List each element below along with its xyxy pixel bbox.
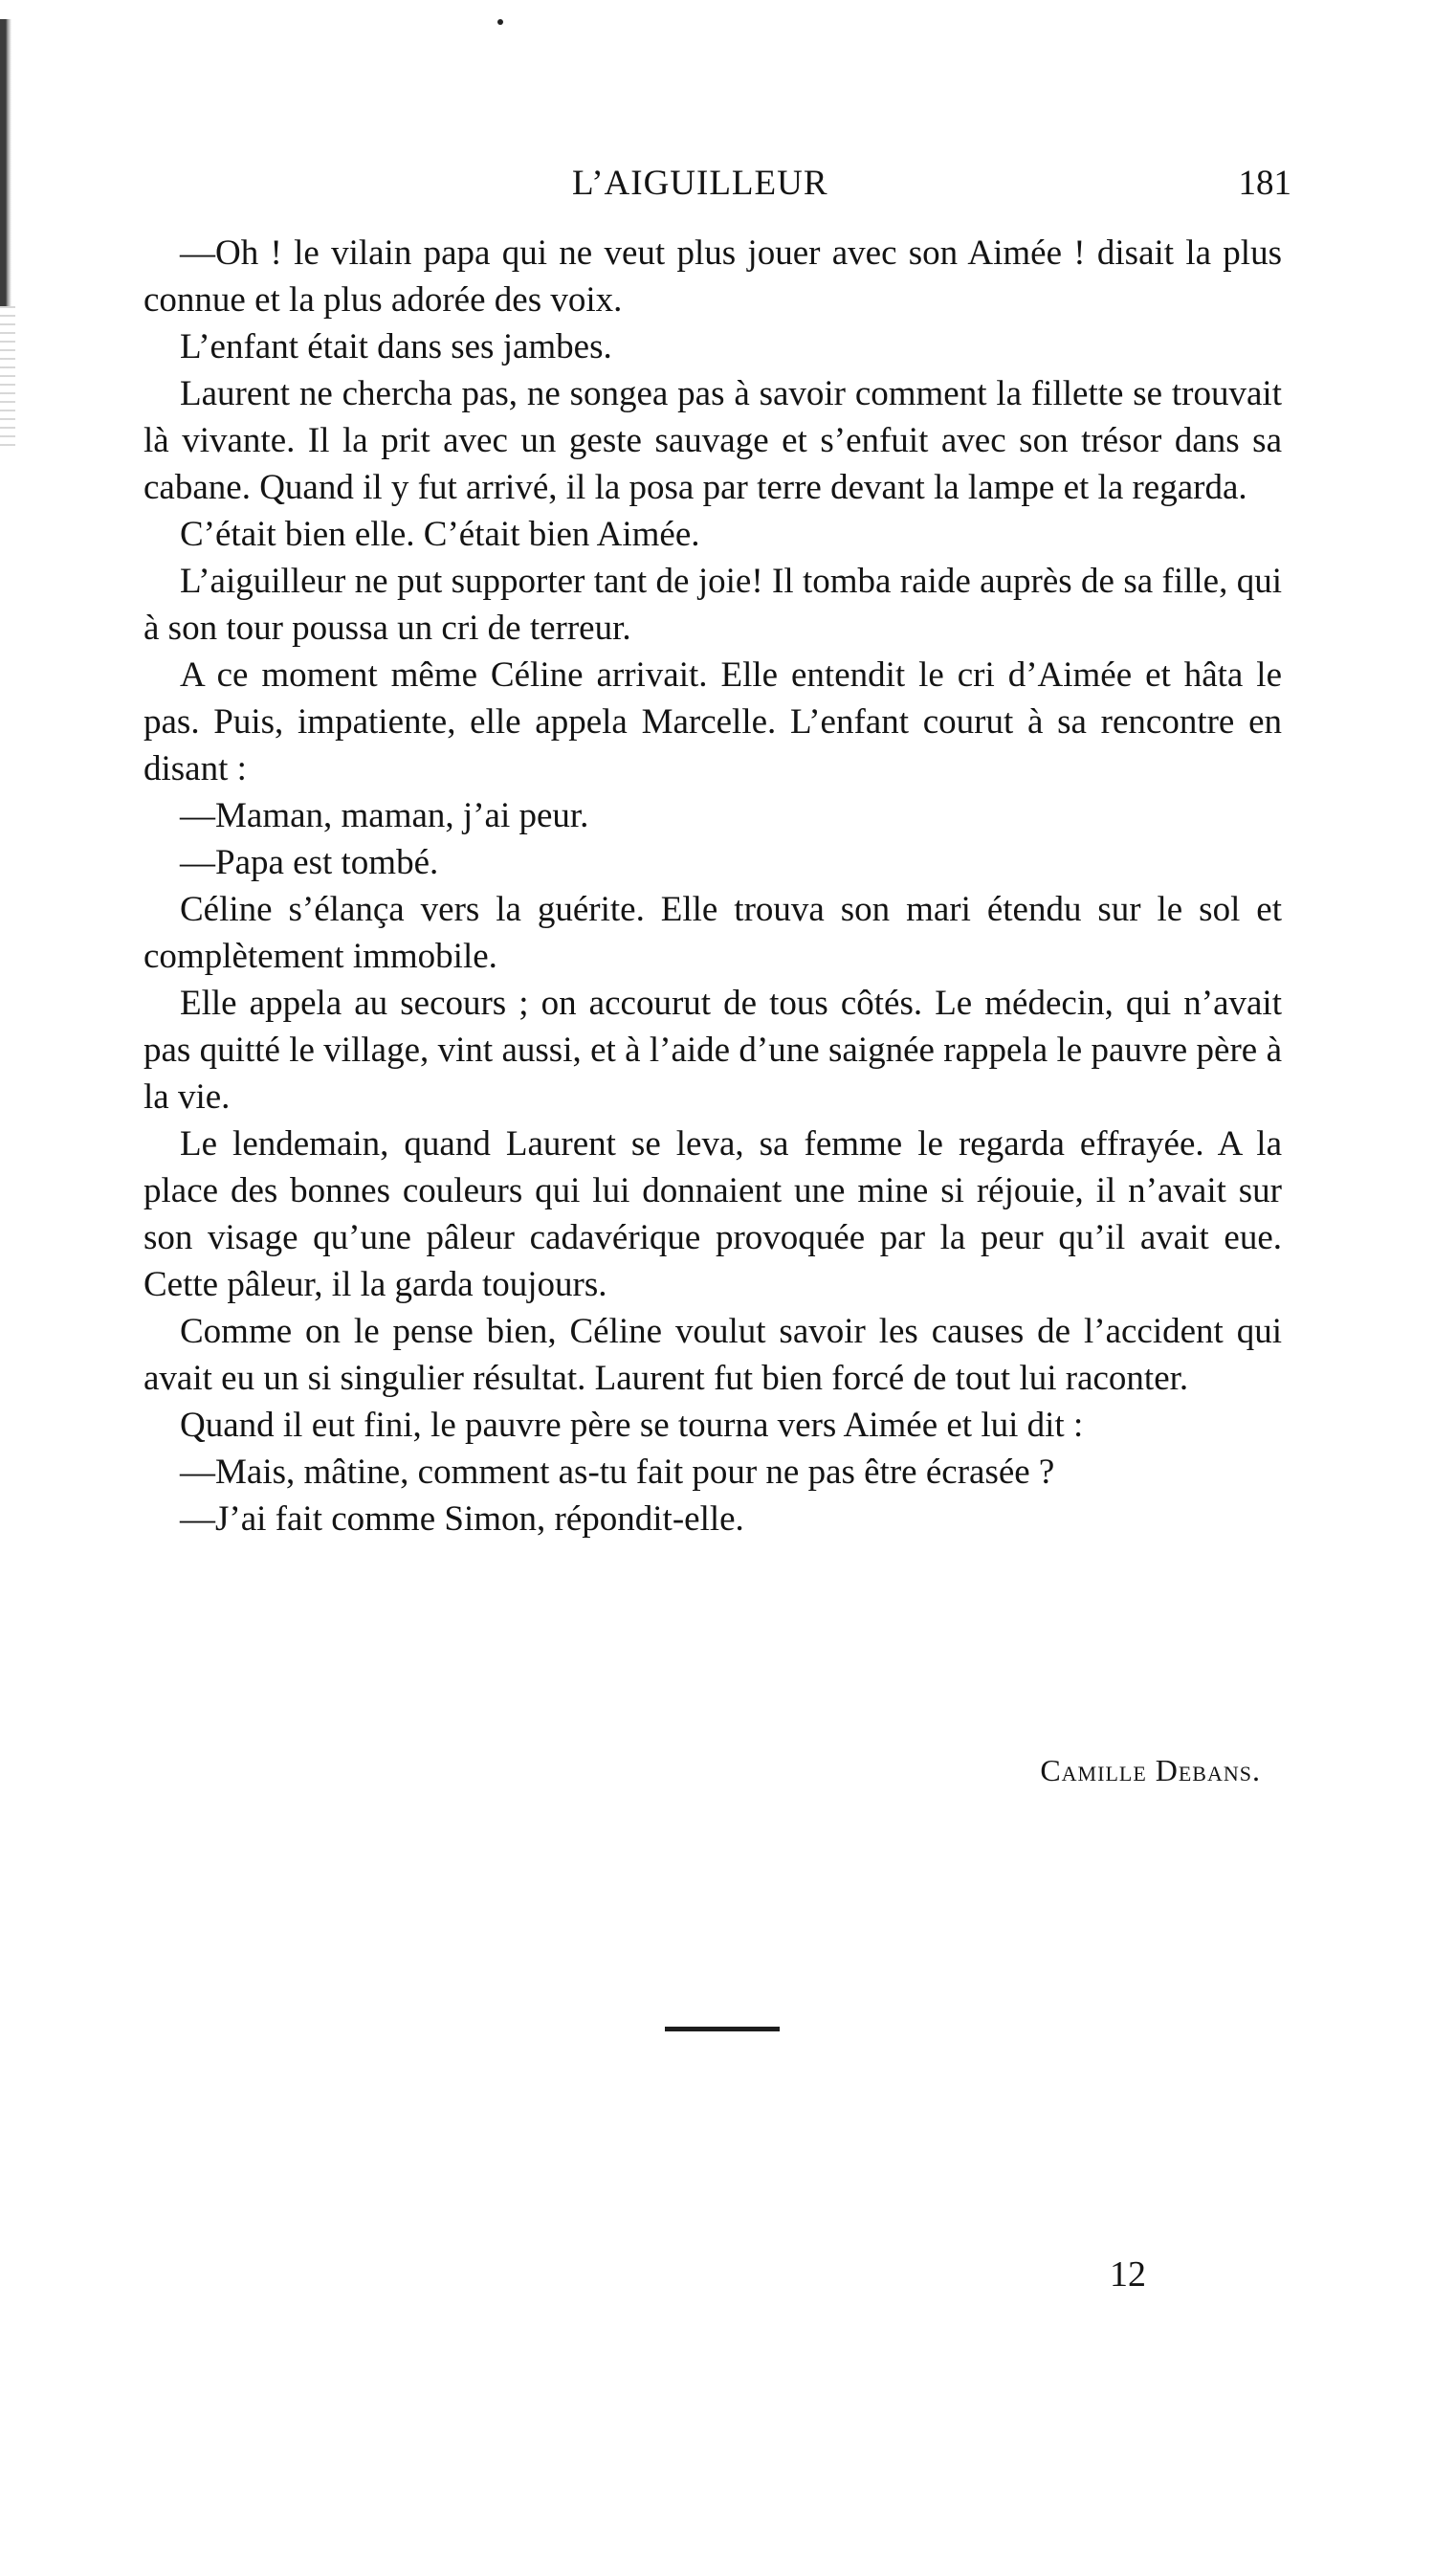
paragraph: Comme on le pense bien, Céline voulut savoir les causes de l’accident qui avait eu un si singulier résultat. Laurent fut bien forcé de tout lui raconter.	[143, 1312, 1282, 1398]
scan-edge-speckle	[0, 306, 15, 450]
body-text	[143, 230, 1282, 1542]
paragraph: Laurent ne chercha pas, ne songea pas à savoir comment la fillette se trouvait là vivante. Il la prit avec un geste sauvage et s’enfuit avec son trésor dans sa cabane. Quand il y fut arrivé, il la posa par terre devant la lampe et la regarda.	[143, 374, 1282, 507]
paragraph: —Papa est tombé.	[180, 843, 439, 882]
paragraph: A ce moment même Céline arrivait. Elle entendit le cri d’Aimée et hâta le pas. Puis, impatiente, elle appela Marcelle. L’enfant courut à sa rencontre en disant :	[143, 655, 1282, 788]
paragraph: —Oh ! le vilain papa qui ne veut plus jouer avec son Aimée ! disait la plus connue et la plus adorée des voix.	[143, 233, 1282, 320]
paragraph: C’était bien elle. C’était bien Aimée.	[180, 515, 700, 554]
paragraph: Quand il eut fini, le pauvre père se tourna vers Aimée et lui dit :	[180, 1406, 1084, 1445]
paragraph: —J’ai fait comme Simon, répondit-elle.	[180, 1499, 744, 1539]
running-header	[143, 163, 1291, 211]
end-rule	[665, 2027, 780, 2031]
paragraph: L’aiguilleur ne put supporter tant de joie! Il tomba raide auprès de sa fille, qui à son tour poussa un cri de terreur.	[143, 562, 1282, 648]
page-number: 181	[1238, 164, 1291, 203]
paragraph: Elle appela au secours ; on accourut de tous côtés. Le médecin, qui n’avait pas quitté le village, vint aussi, et à l’aide d’une saignée rappela le pauvre père à la vie.	[143, 984, 1282, 1117]
paragraph: Céline s’élança vers la guérite. Elle trouva son mari étendu sur le sol et complètement immobile.	[143, 890, 1282, 976]
paragraph: —Maman, maman, j’ai peur.	[180, 796, 589, 835]
signature-folio: 12	[1110, 2254, 1146, 2295]
paragraph: Le lendemain, quand Laurent se leva, sa femme le regarda effrayée. A la place des bonnes couleurs qui lui donnaient une mine si réjouie, il n’avait sur son visage qu’une pâleur cadavérique provoquée par la peur qu’il avait eue. Cette pâleur, il la garda toujours.	[143, 1124, 1282, 1304]
author-signature: Camille Debans.	[1040, 1753, 1261, 1787]
scan-edge-mark	[0, 19, 11, 306]
paragraph: —Mais, mâtine, comment as-tu fait pour ne pas être écrasée ?	[180, 1453, 1055, 1492]
running-title: L’AIGUILLEUR	[572, 164, 828, 203]
paragraph: L’enfant était dans ses jambes.	[180, 327, 612, 366]
scan-dot	[497, 19, 503, 25]
